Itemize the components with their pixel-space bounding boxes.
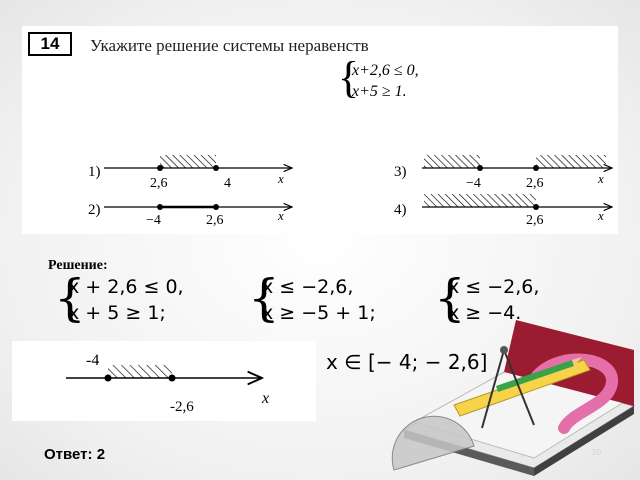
solution-label-left: -4: [86, 352, 100, 369]
task-card: [22, 26, 618, 234]
option-3-hatch-right: [536, 155, 606, 168]
solution-point-left: [105, 375, 112, 382]
solution-title: Решение:: [48, 258, 108, 273]
solution-step-1: [54, 269, 184, 327]
option-2-tick-1: −4: [146, 213, 161, 228]
option-2-label: 2): [88, 202, 101, 218]
option-1-tick-2: 4: [224, 176, 231, 191]
option-4-tick-1: 2,6: [526, 213, 544, 228]
solution-label-right: -2,6: [170, 399, 194, 415]
step-1-line-1: x + 2,6 ≤ 0,: [68, 276, 184, 298]
option-1-hatch: [160, 155, 216, 168]
option-1-point-2: [213, 165, 219, 171]
step-2-line-2: x ≥ −5 + 1;: [262, 302, 376, 324]
system-line-2: x+5 ≥ 1.: [352, 83, 407, 100]
option-3-tick-2: 2,6: [526, 176, 544, 191]
option-4-point: [533, 204, 539, 210]
option-4-axis-name: x: [598, 208, 604, 223]
option-1-label: 1): [88, 164, 101, 180]
option-2[interactable]: [88, 202, 292, 228]
system-line-1: x+2,6 ≤ 0,: [352, 62, 419, 79]
book-illustration: [384, 310, 640, 480]
option-3-point-2: [533, 165, 539, 171]
option-3-point-1: [477, 165, 483, 171]
option-1[interactable]: [88, 155, 292, 191]
option-3-tick-1: −4: [466, 176, 481, 191]
step-3-brace: {: [434, 269, 466, 327]
step-3-line-2: x ≥ −4.: [448, 302, 522, 324]
option-1-tick-1: 2,6: [150, 176, 168, 191]
solution-number-line: [12, 341, 316, 421]
answer-interval: x ∈ [− 4; − 2,6]: [326, 350, 488, 374]
option-4[interactable]: [394, 194, 612, 228]
option-1-point-1: [157, 165, 163, 171]
option-4-label: 4): [394, 202, 407, 218]
step-2-line-1: x ≤ −2,6,: [262, 276, 354, 298]
step-2-brace: {: [248, 269, 280, 327]
solution-point-right: [169, 375, 176, 382]
option-2-tick-2: 2,6: [206, 213, 224, 228]
option-2-point-2: [213, 204, 219, 210]
system-brace: {: [338, 53, 360, 102]
option-3[interactable]: [394, 155, 612, 191]
option-2-point-1: [157, 204, 163, 210]
option-3-hatch-left: [424, 155, 480, 168]
step-1-line-2: x + 5 ≥ 1;: [68, 302, 166, 324]
page-number: 20: [592, 448, 601, 457]
option-2-axis-name: x: [278, 208, 284, 223]
option-4-hatch: [424, 194, 536, 207]
answer: Ответ: 2: [44, 446, 106, 463]
solution-axis-name: x: [262, 390, 270, 407]
option-3-label: 3): [394, 164, 407, 180]
solution-step-2: [248, 269, 376, 327]
task-number: 14: [28, 32, 72, 56]
option-3-axis-name: x: [598, 171, 604, 186]
solution-axis-box: [12, 341, 316, 421]
task-text: Укажите решение системы неравенств: [90, 36, 369, 55]
step-1-brace: {: [54, 269, 86, 327]
step-3-line-1: x ≤ −2,6,: [448, 276, 540, 298]
solution-hatch: [108, 365, 172, 378]
option-1-axis-name: x: [278, 171, 284, 186]
options-diagram: [22, 26, 618, 234]
